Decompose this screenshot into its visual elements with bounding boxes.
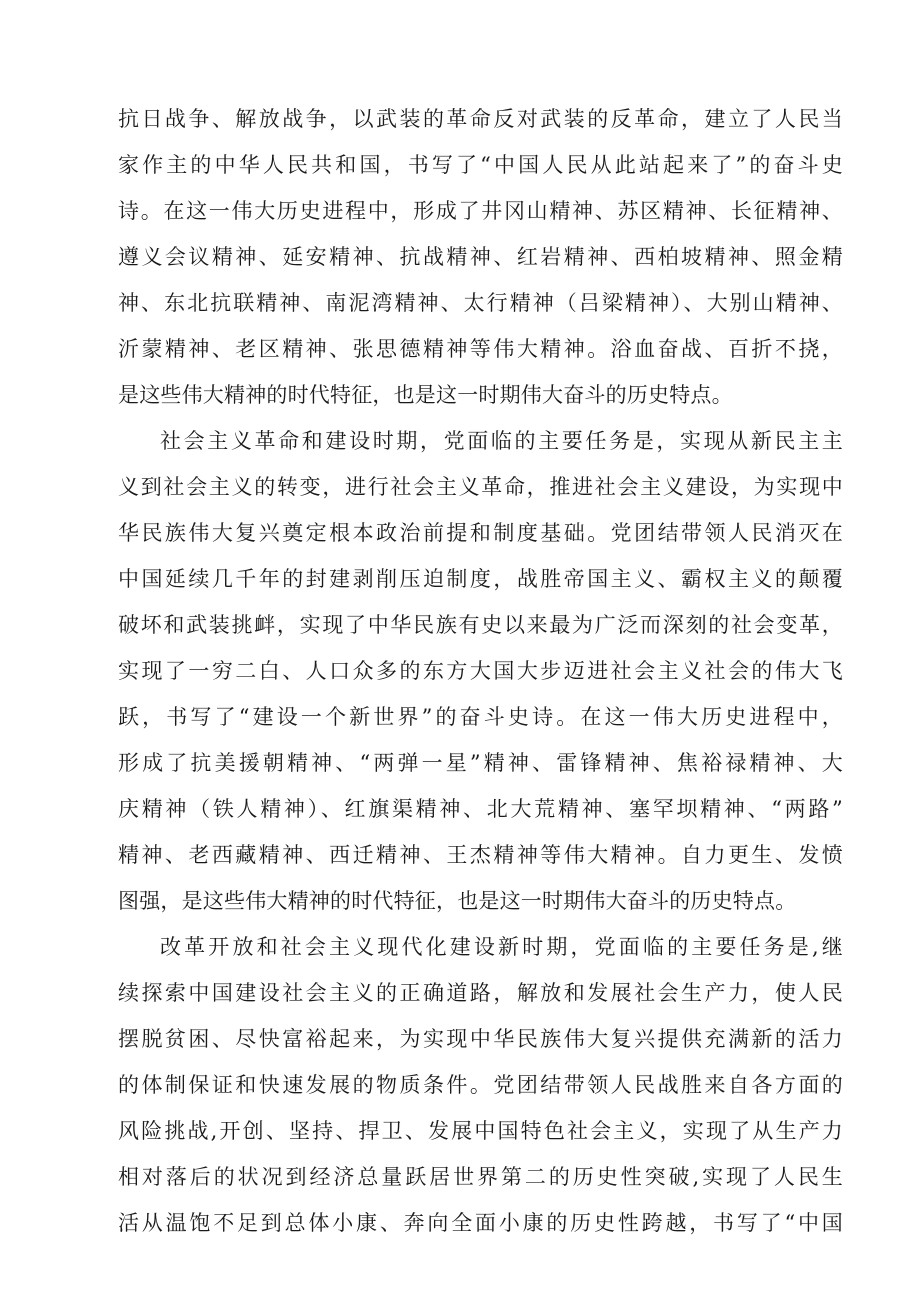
- text-line: 华民族伟大复兴奠定根本政治前提和制度基础。党团结带领人民消灭在: [118, 521, 843, 545]
- text-line: 抗日战争、解放战争，以武装的革命反对武装的反革命，建立了人民当: [118, 107, 843, 131]
- text-line: 遵义会议精神、延安精神、抗战精神、红岩精神、西柏坡精神、照金精: [118, 245, 843, 269]
- text-line: 续探索中国建设社会主义的正确道路，解放和发展社会生产力，使人民: [118, 981, 843, 1005]
- text-line: 精神、老西藏精神、西迁精神、王杰精神等伟大精神。自力更生、发愤: [118, 843, 843, 867]
- text-line: 摆脱贫困、尽快富裕起来，为实现中华民族伟大复兴提供充满新的活力: [118, 1027, 843, 1051]
- paragraph-first-line: 改革开放和社会主义现代化建设新时期，党面临的主要任务是,继: [160, 935, 843, 959]
- text-line: 诗。在这一伟大历史进程中，形成了井冈山精神、苏区精神、长征精神、: [118, 199, 843, 223]
- text-line: 庆精神（铁人精神）、红旗渠精神、北大荒精神、塞罕坝精神、“两路”: [118, 797, 843, 821]
- text-line: 活从温饱不足到总体小康、奔向全面小康的历史性跨越，书写了“中国: [118, 1211, 843, 1235]
- text-line: 沂蒙精神、老区精神、张思德精神等伟大精神。浴血奋战、百折不挠，: [118, 337, 843, 361]
- text-line: 图强，是这些伟大精神的时代特征，也是这一时期伟大奋斗的历史特点。: [118, 889, 797, 913]
- paragraph-first-line: 社会主义革命和建设时期，党面临的主要任务是，实现从新民主主: [160, 429, 843, 453]
- text-line: 义到社会主义的转变，进行社会主义革命，推进社会主义建设，为实现中: [118, 475, 843, 499]
- text-line: 跃，书写了“建设一个新世界”的奋斗史诗。在这一伟大历史进程中，: [118, 705, 843, 729]
- body-text: [118, 96, 843, 1246]
- text-line: 风险挑战,开创、坚持、捍卫、发展中国特色社会主义，实现了从生产力: [118, 1119, 843, 1143]
- text-line: 神、东北抗联精神、南泥湾精神、太行精神（吕梁精神）、大别山精神、: [118, 291, 843, 315]
- text-line: 相对落后的状况到经济总量跃居世界第二的历史性突破,实现了人民生: [118, 1165, 843, 1189]
- text-line: 的体制保证和快速发展的物质条件。党团结带领人民战胜来自各方面的: [118, 1073, 843, 1097]
- text-line: 形成了抗美援朝精神、“两弹一星”精神、雷锋精神、焦裕禄精神、大: [118, 751, 843, 775]
- text-line: 中国延续几千年的封建剥削压迫制度，战胜帝国主义、霸权主义的颠覆: [118, 567, 843, 591]
- text-line: 破坏和武装挑衅，实现了中华民族有史以来最为广泛而深刻的社会变革，: [118, 613, 843, 637]
- text-line: 家作主的中华人民共和国，书写了“中国人民从此站起来了”的奋斗史: [118, 153, 843, 177]
- text-line: 是这些伟大精神的时代特征，也是这一时期伟大奋斗的历史特点。: [118, 383, 733, 407]
- text-line: 实现了一穷二白、人口众多的东方大国大步迈进社会主义社会的伟大飞: [118, 659, 843, 683]
